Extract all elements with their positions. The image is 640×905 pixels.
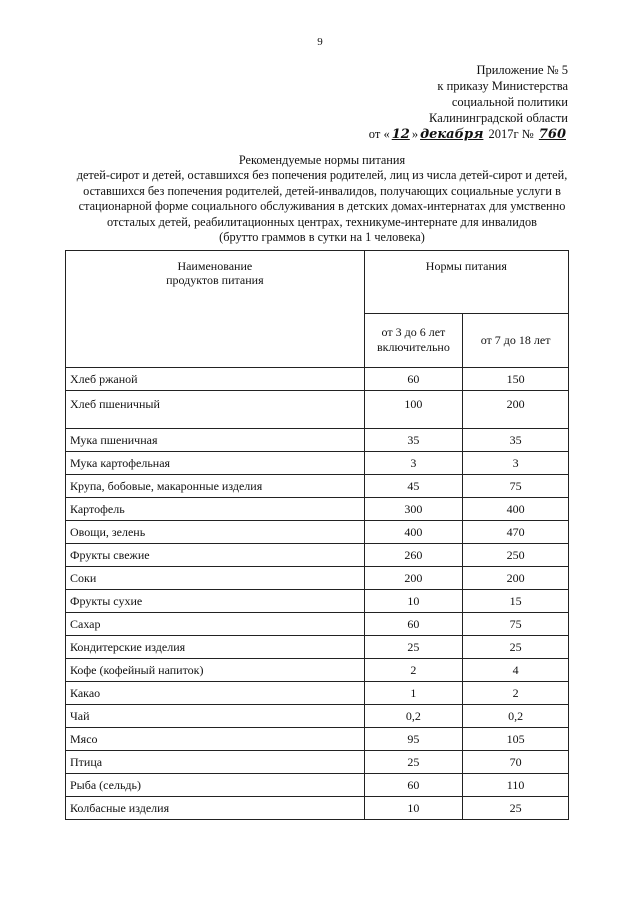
norm-age-7-18: 200: [463, 567, 569, 590]
norm-age-3-6: 0,2: [364, 705, 463, 728]
product-name: Мука пшеничная: [66, 429, 365, 452]
norm-age-3-6: 35: [364, 429, 463, 452]
nutrition-norms-table: [65, 250, 569, 820]
norm-age-3-6: 3: [364, 452, 463, 475]
table-body: [66, 368, 569, 820]
norm-age-7-18: 250: [463, 544, 569, 567]
date-month: декабря: [420, 127, 484, 142]
norm-age-3-6: 2: [364, 659, 463, 682]
table-row: [66, 498, 569, 521]
product-name: Хлеб пшеничный: [66, 391, 365, 429]
appendix-line-4: Калининградской области: [429, 111, 568, 125]
table-row: [66, 613, 569, 636]
table-row: [66, 391, 569, 429]
norm-age-7-18: 25: [463, 636, 569, 659]
table-row: [66, 659, 569, 682]
appendix-line-3: социальной политики: [451, 95, 568, 109]
norm-age-7-18: 2: [463, 682, 569, 705]
heading-line-1: детей-сирот и детей, оставшихся без попечения родителей, лиц из числа детей-сирот и детей,: [76, 168, 568, 183]
norm-age-3-6: 25: [364, 751, 463, 774]
table-row: [66, 590, 569, 613]
norm-age-7-18: 105: [463, 728, 569, 751]
page-number: 9: [317, 36, 323, 48]
product-name: Кондитерские изделия: [66, 636, 365, 659]
product-name: Хлеб ржаной: [66, 368, 365, 391]
product-name: Картофель: [66, 498, 365, 521]
norm-age-7-18: 400: [463, 498, 569, 521]
norm-age-3-6: 1: [364, 682, 463, 705]
norm-age-7-18: 3: [463, 452, 569, 475]
table-row: [66, 751, 569, 774]
table-row: [66, 636, 569, 659]
header-norms: Нормы питания: [364, 251, 568, 314]
date-prefix: от «: [368, 127, 390, 141]
norm-age-3-6: 60: [364, 774, 463, 797]
norm-age-3-6: 45: [364, 475, 463, 498]
norm-age-3-6: 300: [364, 498, 463, 521]
norm-age-7-18: 150: [463, 368, 569, 391]
heading-line-5: (брутто граммов в сутки на 1 человека): [219, 230, 425, 245]
norm-age-7-18: 4: [463, 659, 569, 682]
norm-age-3-6: 10: [364, 797, 463, 820]
norm-age-7-18: 15: [463, 590, 569, 613]
table-row: [66, 705, 569, 728]
heading-title: Рекомендуемые нормы питания: [238, 153, 406, 167]
norm-age-7-18: 25: [463, 797, 569, 820]
table-row: [66, 567, 569, 590]
product-name: Фрукты свежие: [66, 544, 365, 567]
date-mid: »: [411, 127, 419, 141]
norm-age-7-18: 75: [463, 613, 569, 636]
norm-age-3-6: 260: [364, 544, 463, 567]
norm-age-7-18: 470: [463, 521, 569, 544]
table-row: [66, 475, 569, 498]
date-day: 12: [391, 127, 410, 142]
order-number: 760: [538, 127, 566, 142]
appendix-block: [308, 62, 568, 143]
norm-age-7-18: 75: [463, 475, 569, 498]
header-age-3-6: от 3 до 6 лет включительно: [364, 313, 463, 367]
norm-age-3-6: 10: [364, 590, 463, 613]
product-name: Какао: [66, 682, 365, 705]
header-product-name: Наименование продуктов питания: [66, 251, 365, 368]
norm-age-7-18: 70: [463, 751, 569, 774]
norm-age-3-6: 60: [364, 613, 463, 636]
product-name: Кофе (кофейный напиток): [66, 659, 365, 682]
table-row: [66, 797, 569, 820]
header-age-7-18: от 7 до 18 лет: [463, 313, 569, 367]
date-year: 2017г №: [488, 127, 534, 141]
norm-age-3-6: 60: [364, 368, 463, 391]
norm-age-3-6: 95: [364, 728, 463, 751]
product-name: Сахар: [66, 613, 365, 636]
norm-age-3-6: 400: [364, 521, 463, 544]
table-row: [66, 544, 569, 567]
table-row: [66, 452, 569, 475]
norm-age-7-18: 35: [463, 429, 569, 452]
product-name: Чай: [66, 705, 365, 728]
table-row: [66, 728, 569, 751]
table-row: [66, 682, 569, 705]
heading-line-2: оставшихся без попечения родителей, детей-инвалидов, получающих социальные услуги в: [83, 183, 561, 198]
table-row: [66, 774, 569, 797]
product-name: Птица: [66, 751, 365, 774]
table-row: [66, 429, 569, 452]
table-row: [66, 521, 569, 544]
norm-age-3-6: 25: [364, 636, 463, 659]
product-name: Колбасные изделия: [66, 797, 365, 820]
norm-age-3-6: 200: [364, 567, 463, 590]
appendix-line-2: к приказу Министерства: [437, 79, 568, 93]
product-name: Крупа, бобовые, макаронные изделия: [66, 475, 365, 498]
product-name: Рыба (сельдь): [66, 774, 365, 797]
product-name: Мука картофельная: [66, 452, 365, 475]
document-heading: [58, 153, 586, 245]
product-name: Овощи, зелень: [66, 521, 365, 544]
table-row: [66, 368, 569, 391]
heading-line-3: стационарной форме социального обслуживания в детских домах-интернатах для умственно: [78, 199, 566, 214]
norm-age-3-6: 100: [364, 391, 463, 429]
appendix-date-line: [308, 126, 568, 143]
appendix-line-1: Приложение № 5: [476, 63, 568, 77]
norm-age-7-18: 110: [463, 774, 569, 797]
heading-line-4: отсталых детей, реабилитационных центрах, техникуме-интернате для инвалидов: [106, 214, 537, 229]
product-name: Мясо: [66, 728, 365, 751]
product-name: Фрукты сухие: [66, 590, 365, 613]
norm-age-7-18: 200: [463, 391, 569, 429]
norm-age-7-18: 0,2: [463, 705, 569, 728]
product-name: Соки: [66, 567, 365, 590]
